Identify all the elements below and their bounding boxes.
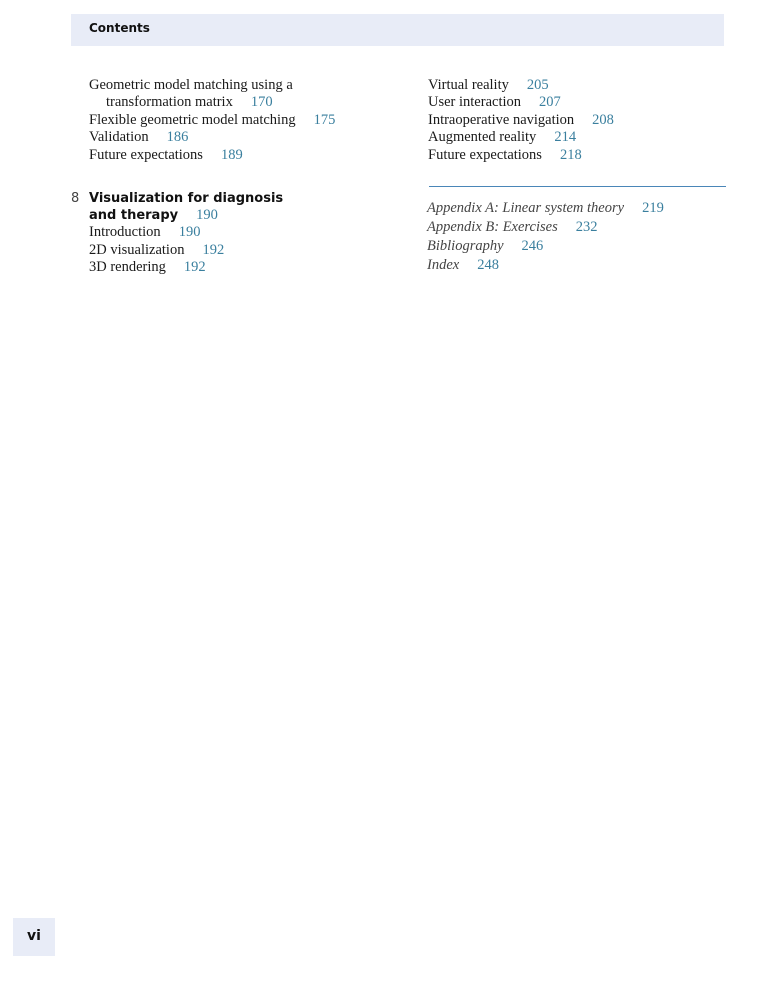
toc-entry[interactable] (89, 242, 224, 259)
toc-page-number[interactable]: 190 (178, 224, 201, 240)
toc-page-number[interactable]: 192 (202, 242, 225, 258)
appendix-page-number[interactable]: 246 (521, 238, 544, 254)
appendix-entry[interactable] (427, 200, 664, 217)
chapter-title-line2: and therapy (89, 208, 179, 223)
toc-entry[interactable] (428, 77, 549, 94)
appendix-title: Bibliography (427, 238, 504, 254)
appendix-entry[interactable] (427, 257, 499, 274)
page-number: vi (27, 928, 41, 944)
toc-page-number[interactable]: 175 (313, 112, 336, 128)
toc-page-number[interactable]: 189 (220, 147, 243, 163)
toc-entry-title: transformation matrix (106, 94, 233, 110)
running-header (71, 14, 724, 46)
toc-entry[interactable] (106, 94, 273, 111)
toc-entry-title: Virtual reality (428, 77, 509, 93)
toc-page-number[interactable]: 208 (592, 112, 614, 128)
toc-entry-title: Flexible geometric model matching (89, 112, 296, 128)
toc-page-number[interactable]: 186 (166, 129, 189, 145)
toc-entry-title: 3D rendering (89, 259, 166, 275)
header-title: Contents (89, 21, 150, 35)
toc-page-number[interactable]: 218 (559, 147, 582, 163)
toc-page-number[interactable]: 205 (526, 77, 549, 93)
page-number-box (13, 918, 55, 956)
chapter-title-line1: Visualization for diagnosis (89, 191, 284, 206)
toc-entry-title: Validation (89, 129, 149, 145)
toc-entry[interactable] (89, 147, 243, 164)
toc-page-number[interactable]: 214 (554, 129, 577, 145)
toc-entry-title: Future expectations (89, 147, 203, 163)
toc-entry-title: Intraoperative navigation (428, 112, 575, 128)
toc-entry-title: Geometric model matching using a (89, 77, 293, 93)
appendix-title: Index (427, 257, 460, 273)
toc-page-number[interactable]: 192 (183, 259, 206, 275)
appendix-title: Appendix A: Linear system theory (427, 200, 625, 216)
appendix-title: Appendix B: Exercises (427, 219, 558, 235)
toc-entry-title: 2D visualization (89, 242, 185, 258)
toc-entry-title: Augmented reality (428, 129, 537, 145)
toc-entry[interactable] (89, 259, 206, 276)
appendix-page-number[interactable]: 232 (575, 219, 598, 235)
chapter-title-cont[interactable] (89, 207, 218, 224)
chapter-page-number[interactable]: 190 (196, 207, 218, 223)
section-divider (429, 186, 726, 187)
toc-entry[interactable] (428, 147, 582, 164)
appendix-entry[interactable] (427, 238, 543, 255)
toc-entry[interactable] (428, 112, 614, 129)
toc-entry[interactable] (89, 129, 188, 146)
appendix-entry[interactable] (427, 219, 597, 236)
toc-page-number[interactable]: 170 (250, 94, 273, 110)
chapter-title (89, 190, 283, 207)
appendix-page-number[interactable]: 248 (477, 257, 499, 273)
toc-entry-title: Introduction (89, 224, 161, 240)
toc-entry-title: User interaction (428, 94, 522, 110)
appendix-page-number[interactable]: 219 (642, 200, 664, 216)
toc-entry[interactable] (89, 224, 200, 241)
chapter-number: 8 (71, 191, 80, 206)
toc-entry[interactable] (428, 94, 561, 111)
toc-entry[interactable] (89, 112, 335, 129)
toc-entry-title: Future expectations (428, 147, 542, 163)
toc-page-number[interactable]: 207 (539, 94, 561, 110)
toc-entry (89, 77, 293, 94)
toc-entry[interactable] (428, 129, 576, 146)
